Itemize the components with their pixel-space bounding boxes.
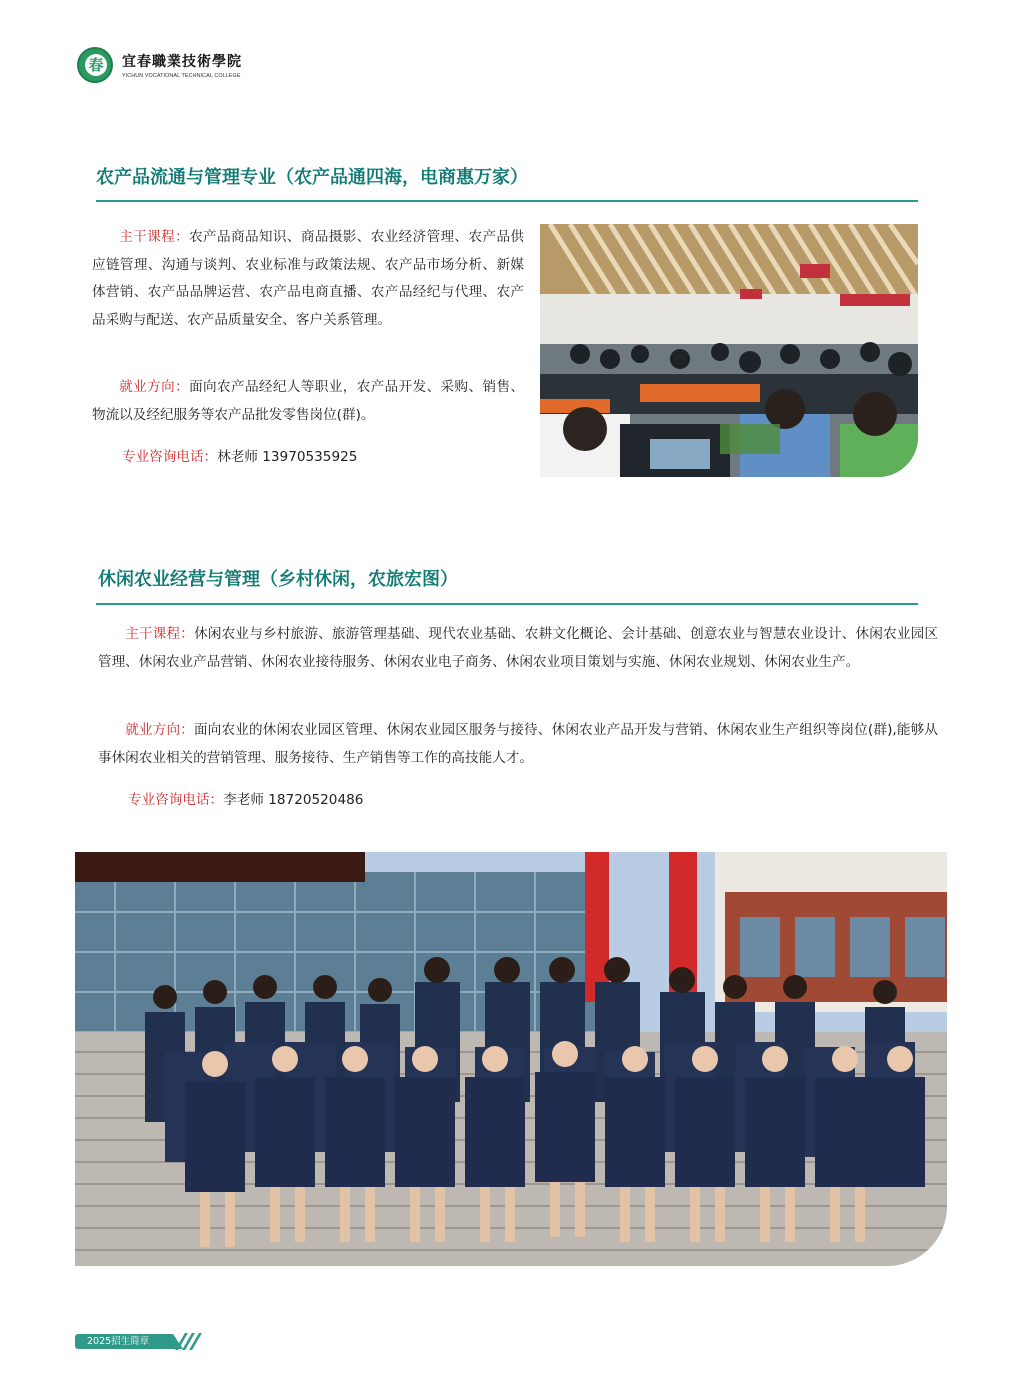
section2-course-text: 休闲农业与乡村旅游、旅游管理基础、现代农业基础、农耕文化概论、会计基础、创意农业与智慧农业设计、休闲农业园区管理、休闲农业产品营销、休闲农业接待服务、休闲农业电子商务、休闲农业项目策划与实施、休闲农业规划、休闲农业生产。 (98, 626, 939, 670)
section1-title: 农产品流通与管理专业（农产品通四海，电商惠万家） (96, 167, 528, 188)
section1-divider (96, 200, 918, 202)
section2-contact (128, 788, 363, 808)
section1-contact-label: 专业咨询电话： (122, 449, 218, 465)
college-seal-icon (77, 47, 113, 83)
logo-english-name: YICHUN VOCATIONAL TECHNICAL COLLEGE (122, 73, 241, 79)
brochure-year-tag: 2025招生简章 (75, 1334, 173, 1349)
section1-career-text: 面向农产品经纪人等职业，农产品开发、采购、销售、物流以及经纪服务等农产品批发零售岗位(群)。 (92, 379, 525, 423)
section1-course-label: 主干课程： (119, 229, 190, 245)
section1-contact-text: 林老师 13970535925 (217, 449, 358, 465)
section2-career (98, 717, 938, 772)
section1-courses (92, 224, 524, 334)
section1-course-text: 农产品商品知识、商品摄影、农业经济管理、农产品供应链管理、沟通与谈判、农业标准与政策法规、农产品市场分析、新媒体营销、农产品品牌运营、农产品电商直播、农产品经纪与代理、农产品采购与配送、农产品质量安全、客户关系管理。 (92, 229, 525, 328)
section2-title: 休闲农业经营与管理（乡村休闲，农旅宏图） (98, 569, 458, 590)
section2-career-text: 面向农业的休闲农业园区管理、休闲农业园区服务与接待、休闲农业产品开发与营销、休闲农业生产组织等岗位(群),能够从事休闲农业相关的营销管理、服务接待、生产销售等工作的高技能人才。 (98, 722, 938, 766)
group-photo (75, 852, 947, 1266)
logo-chinese-name: 宜春職業技術學院 (122, 54, 242, 70)
section2-contact-text: 李老师 18720520486 (223, 792, 364, 808)
section2-career-label: 就业方向： (125, 722, 194, 738)
section1-career (92, 374, 524, 429)
section2-contact-label: 专业咨询电话： (128, 792, 224, 808)
college-logo (77, 47, 242, 87)
section1-career-label: 就业方向： (119, 379, 190, 395)
classroom-photo (540, 224, 918, 477)
section2-divider (96, 603, 918, 605)
section1-contact (122, 445, 357, 465)
section2-course-label: 主干课程： (125, 626, 195, 642)
section2-courses (98, 621, 938, 676)
